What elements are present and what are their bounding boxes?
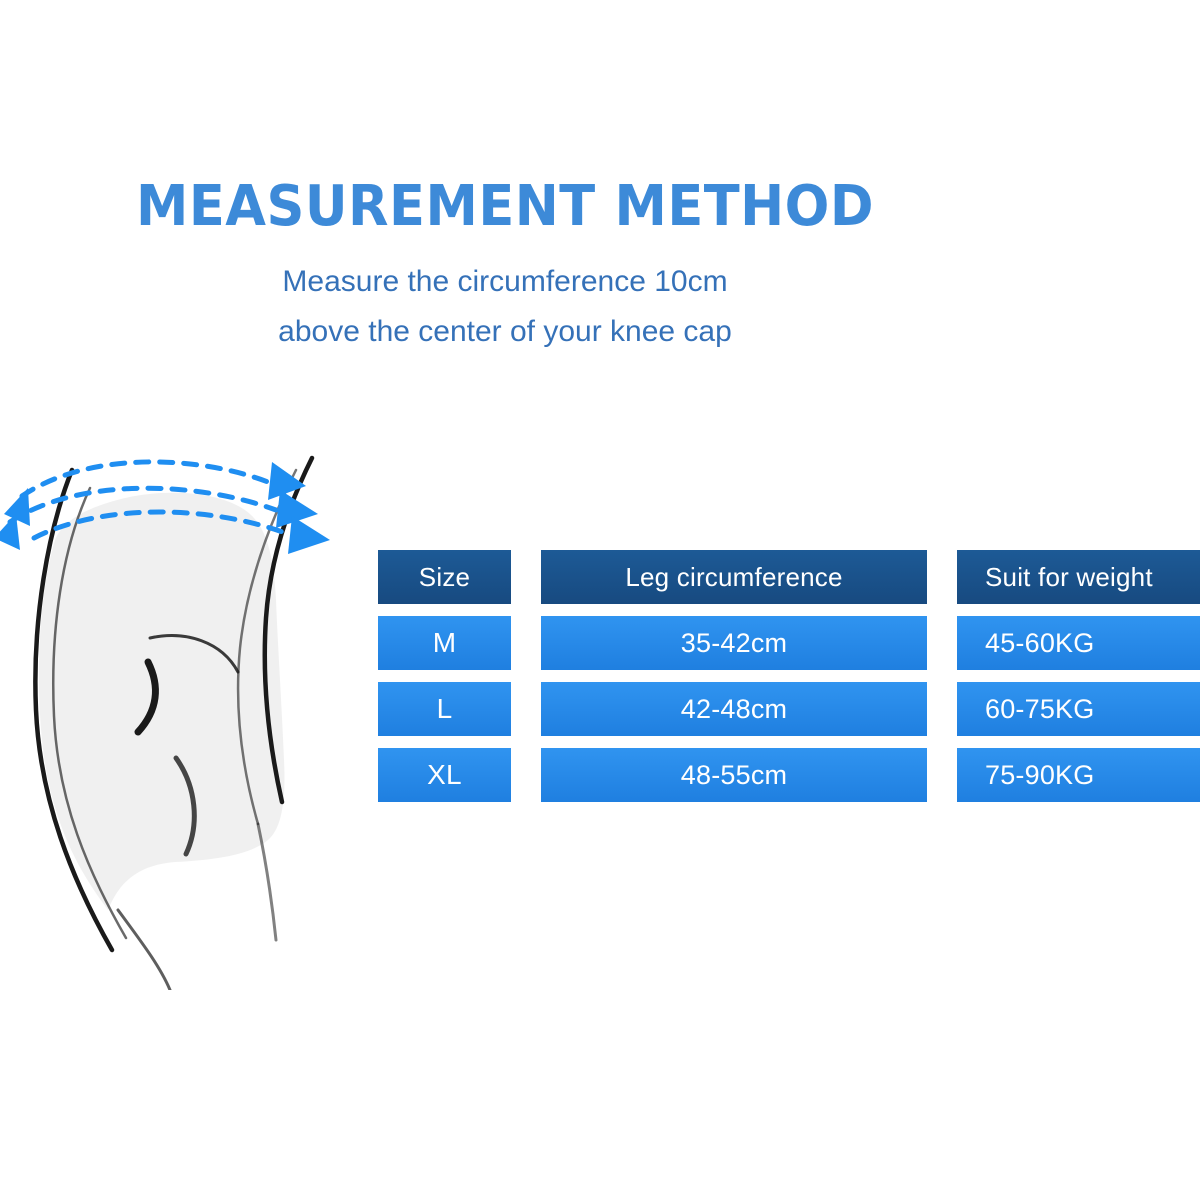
table-header-row xyxy=(378,550,1200,604)
size-chart-table xyxy=(378,550,1200,802)
column-header-circumference: Leg circumference xyxy=(541,550,927,604)
column-header-weight: Suit for weight xyxy=(957,550,1200,604)
table-row xyxy=(378,616,1200,670)
cell-size: XL xyxy=(378,748,511,802)
knee-diagram xyxy=(0,410,400,990)
table-row xyxy=(378,748,1200,802)
cell-circumference: 48-55cm xyxy=(541,748,927,802)
column-header-size: Size xyxy=(378,550,511,604)
header-block xyxy=(0,174,1010,358)
subtitle-block xyxy=(0,257,1010,358)
table-row xyxy=(378,682,1200,736)
cell-size: L xyxy=(378,682,511,736)
cell-weight: 75-90KG xyxy=(957,748,1200,802)
cell-circumference: 42-48cm xyxy=(541,682,927,736)
cell-circumference: 35-42cm xyxy=(541,616,927,670)
cell-weight: 60-75KG xyxy=(957,682,1200,736)
page-title: MEASUREMENT METHOD xyxy=(135,174,875,239)
subtitle-line-2: above the center of your knee cap xyxy=(278,315,732,349)
cell-size: M xyxy=(378,616,511,670)
subtitle-line-1: Measure the circumference 10cm xyxy=(282,264,728,298)
cell-weight: 45-60KG xyxy=(957,616,1200,670)
